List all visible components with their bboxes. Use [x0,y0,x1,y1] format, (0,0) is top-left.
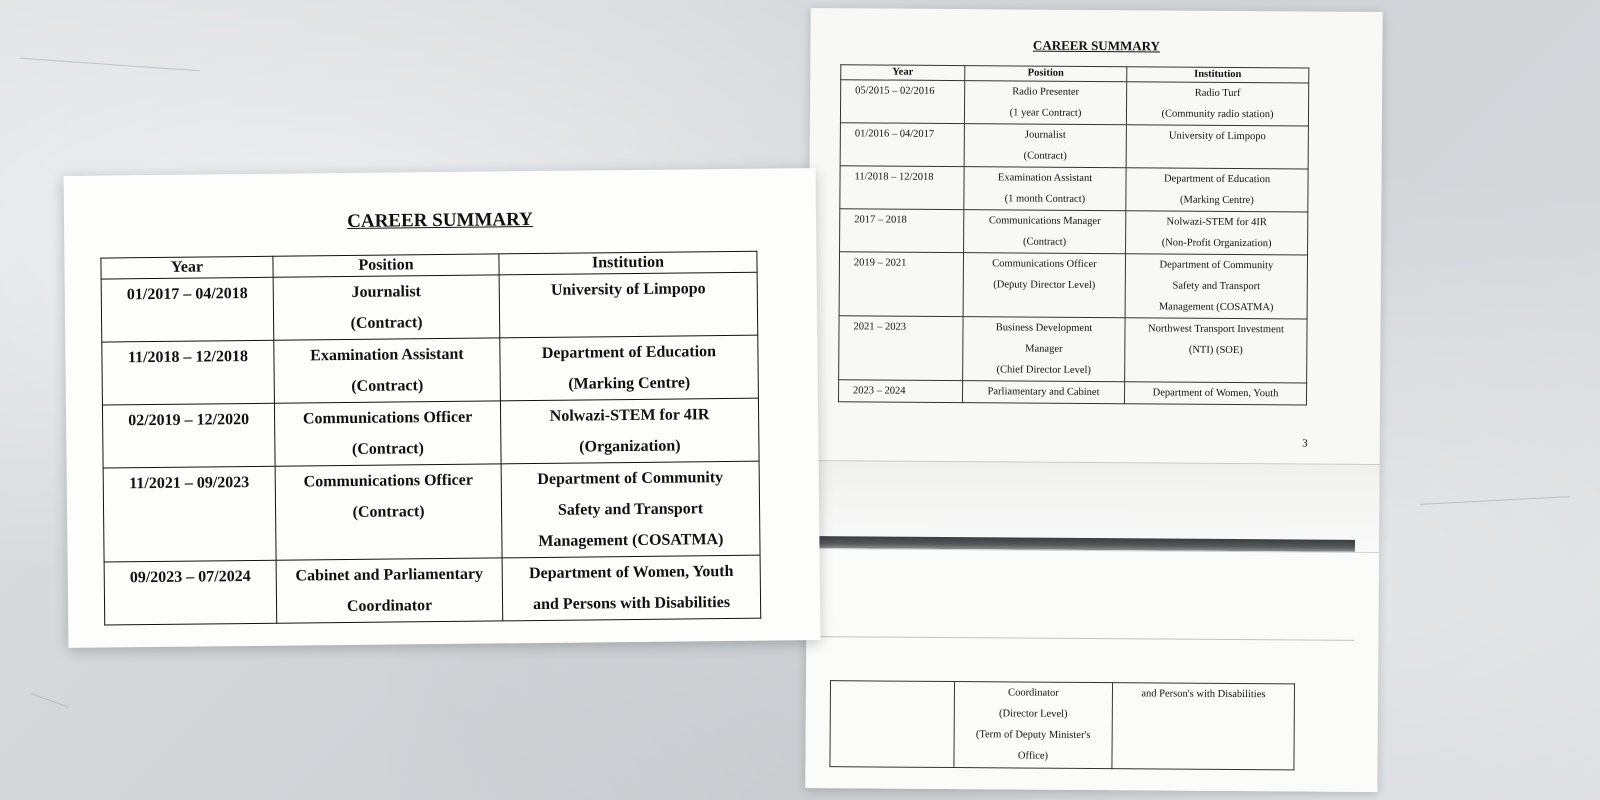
institution-line: Radio Turf [1194,87,1241,100]
institution-line: (Marking Centre) [1179,194,1254,207]
cell-position [963,317,1125,382]
cell-position [964,81,1126,125]
institution-line [506,304,751,338]
cell-year: 11/2021 – 09/2023 [103,466,276,562]
cell-position [273,275,500,340]
cell-position [275,464,502,560]
position-line: Business Development [995,322,1093,334]
header-year: Year [101,256,273,279]
institution-line: Safety and Transport [557,500,704,519]
institution-line: Department of Community [1159,259,1274,272]
position-line: Communications Officer [303,471,474,491]
position-line: Coordinator [1008,687,1059,699]
cell-year: 05/2015 – 02/2016 [840,80,964,124]
cell-institution [1126,82,1308,126]
institution-line [1129,360,1302,382]
position-line: (Chief Director Level) [996,364,1091,376]
position-line: Journalist [1024,129,1066,141]
table-row [102,398,759,468]
header-institution: Institution [499,251,757,275]
table-row [840,166,1308,212]
position-line: Coordinator [346,597,433,616]
cell-year: 2023 – 2024 [838,380,962,403]
table-row [839,252,1307,319]
original-document-page [805,8,1382,792]
table-row [840,123,1308,169]
table-row [838,380,1306,405]
institution-line: University of Limpopo [1168,130,1266,143]
institution-line: Department of Women, Youth [1152,387,1279,400]
cell-institution [500,398,759,464]
cell-position [963,253,1125,318]
institution-line: (Marking Centre) [568,374,691,393]
institution-line: Northwest Transport Investment [1147,323,1284,336]
table-row [830,681,1295,770]
table-row [104,555,761,625]
institution-line: (Community radio station) [1161,108,1274,121]
institution-line: Management (COSATMA) [1158,301,1274,314]
position-line: Parliamentary and Cabinet [987,386,1100,399]
institution-line: (NTI) (SOE) [1188,344,1243,357]
cell-institution [1126,211,1308,255]
cell-position [954,682,1113,769]
position-line [282,526,495,559]
paper-crease [20,58,200,72]
cell-year: 01/2017 – 04/2018 [101,277,274,342]
position-line: Cabinet and Parliamentary [295,565,484,585]
position-line: Office) [1017,750,1049,762]
position-line: Examination Assistant [310,345,464,365]
career-summary-table-original [838,64,1309,405]
position-line: (Contract) [351,377,424,395]
cell-position [274,338,501,403]
cell-year: 11/2018 – 12/2018 [102,340,275,405]
edited-document-page [64,168,821,648]
cell-position [274,401,501,466]
cell-institution [501,461,760,558]
position-line: Manager [1025,343,1063,355]
cell-year: 2019 – 2021 [839,252,963,317]
position-line: (Deputy Director Level) [993,279,1096,292]
position-line: (Term of Deputy Minister's [975,729,1091,741]
institution-line [1131,146,1304,168]
institution-line: and Persons with Disabilities [533,593,731,614]
cell-institution [499,272,758,338]
institution-line: Management (COSATMA) [538,531,724,550]
institution-line: Safety and Transport [1172,280,1261,293]
cell-year: 02/2019 – 12/2020 [102,403,275,468]
table-row [102,335,759,405]
position-line: (Contract) [350,314,423,332]
institution-line: Department of Education [541,343,717,362]
career-summary-table-continued [829,680,1295,770]
table-row [840,209,1308,255]
cell-year: 11/2018 – 12/2018 [840,166,964,210]
position-line: (Contract) [1022,236,1067,248]
cell-year: 09/2023 – 07/2024 [104,560,277,625]
position-line: Communications Manager [988,215,1101,228]
position-line: Journalist [351,283,422,301]
cell-position [276,558,503,623]
institution-line: (Organization) [579,437,681,456]
header-position: Position [965,66,1127,82]
cell-institution [1112,683,1295,770]
table-row [840,80,1308,126]
position-line: Radio Presenter [1012,86,1080,98]
cell-institution [502,555,761,621]
position-line: Communications Officer [302,408,473,428]
header-year: Year [841,65,965,81]
paper-crease [1420,496,1570,505]
institution-line: Nolwazi-STEM for 4IR [1166,216,1267,229]
table-row [839,316,1307,383]
institution-line: (Non-Profit Organization) [1161,237,1272,250]
cell-institution [1126,125,1308,169]
cell-institution [500,335,759,401]
institution-line: Nolwazi-STEM for 4IR [549,406,710,425]
institution-line: Department of Education [1163,173,1271,186]
institution-line: Department of Women, Youth [528,562,734,583]
position-line: (Contract) [352,503,425,521]
cell-institution [1125,318,1307,383]
cell-position [964,210,1126,254]
cell-year: 2017 – 2018 [840,209,964,253]
header-institution: Institution [1127,67,1309,83]
page-title: CAREER SUMMARY [1032,37,1161,54]
cell-year: 2021 – 2023 [839,316,963,381]
position-line: (1 month Contract) [1004,193,1086,205]
position-line: (1 year Contract) [1009,107,1082,119]
institution-line: and Person's with Disabilities [1141,688,1266,701]
header-position: Position [273,254,499,277]
paper-crease [31,693,69,708]
career-summary-table-edited [100,251,761,626]
cell-year [830,681,955,768]
institution-line: Department of Community [537,469,724,489]
cell-institution [1126,168,1308,212]
table-row [103,461,760,562]
position-line: (Director Level) [999,708,1068,720]
position-line: Communications Officer [992,258,1097,271]
cell-position [964,167,1126,211]
cell-position [962,381,1124,404]
table-row [101,272,758,342]
position-line [968,295,1121,317]
cell-institution [1125,254,1307,319]
cell-institution [1124,382,1306,405]
position-line: (Contract) [1023,150,1067,162]
page-title: CAREER SUMMARY [347,209,533,232]
cell-position [964,124,1126,168]
position-line: Examination Assistant [997,172,1093,184]
institution-line: University of Limpopo [550,280,706,299]
page-number: 3 [1302,437,1308,450]
position-line: (Contract) [351,440,424,458]
cell-year: 01/2016 – 04/2017 [840,123,964,167]
